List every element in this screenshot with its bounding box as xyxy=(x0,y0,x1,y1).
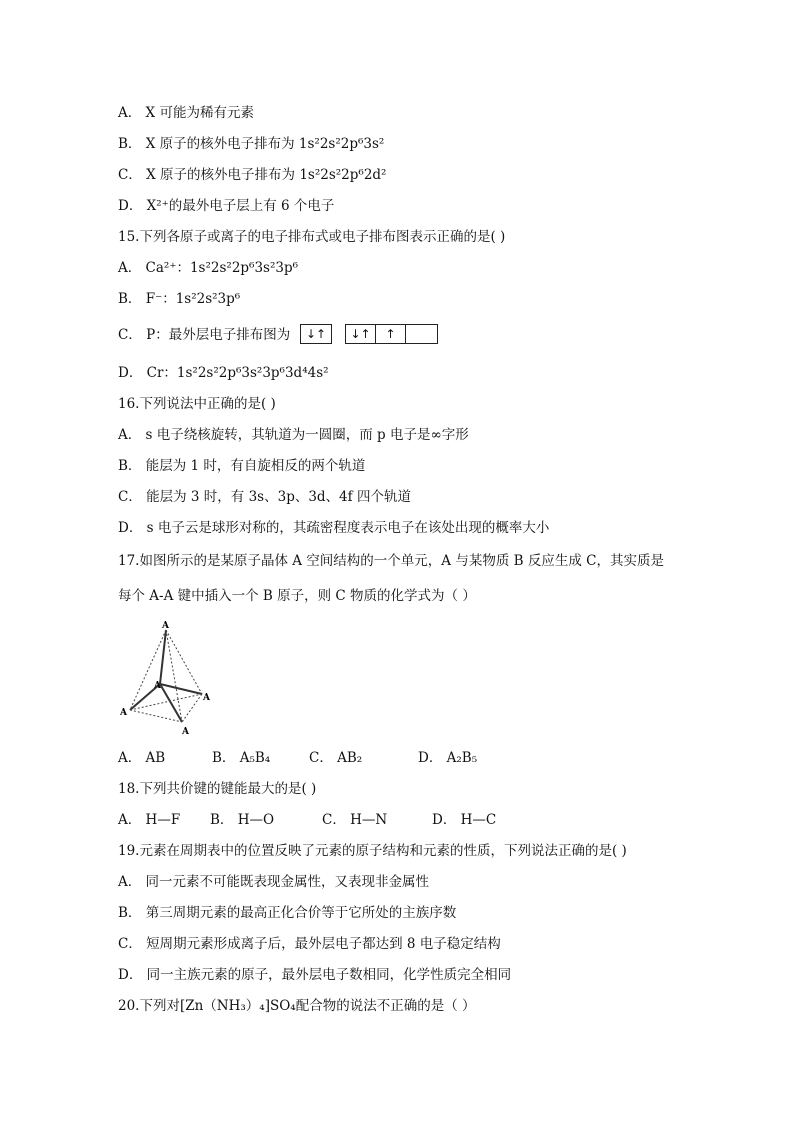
q15-option-c: C． P：最外层电子排布图为 xyxy=(118,327,291,343)
bond-center-top xyxy=(160,630,166,684)
q17-option-c: C． AB₂ xyxy=(309,750,363,766)
orbital-cell-3p-2: ↑ xyxy=(376,325,406,343)
q16-stem: 16.下列说法中正确的是( ) xyxy=(118,396,276,412)
tetrahedron-diagram xyxy=(118,618,218,740)
q19-option-c: C． 短周期元素形成离子后，最外层电子都达到 8 电子稳定结构 xyxy=(118,936,501,952)
orbital-diagram-s xyxy=(300,324,332,344)
orbital-cell-3s: ↓↑ xyxy=(305,327,327,341)
q14-option-b: B． X 原子的核外电子排布为 1s²2s²2p⁶3s² xyxy=(118,136,385,152)
q16-option-c: C． 能层为 3 时，有 3s、3p、3d、4f 四个轨道 xyxy=(118,489,411,505)
q16-option-b: B． 能层为 1 时，有自旋相反的两个轨道 xyxy=(118,458,366,474)
q19-option-d: D． 同一主族元素的原子，最外层电子数相同，化学性质完全相同 xyxy=(118,967,512,983)
q17-option-b: B． A₅B₄ xyxy=(212,750,271,766)
atom-label-bottom: A xyxy=(182,727,189,737)
bond-center-right xyxy=(160,684,202,694)
q18-option-a: A． H—F xyxy=(118,812,181,828)
atom-label-top: A xyxy=(162,621,169,631)
q19-stem: 19.元素在周期表中的位置反映了元素的原子结构和元素的性质，下列说法正确的是( ) xyxy=(118,843,627,859)
q14-option-c: C． X 原子的核外电子排布为 1s²2s²2p⁶2d² xyxy=(118,167,387,183)
bond-center-bottom xyxy=(160,684,182,722)
q15-option-d: D． Cr：1s²2s²2p⁶3s²3p⁶3d⁴4s² xyxy=(118,365,329,381)
q19-option-a: A． 同一元素不可能既表现金属性，又表现非金属性 xyxy=(118,874,430,890)
q15-option-b: B． F⁻：1s²2s²3p⁶ xyxy=(118,291,241,307)
tetrahedron-edges xyxy=(130,630,202,722)
q17-stem-line1: 17.如图所示的是某原子晶体 A 空间结构的一个单元，A 与某物质 B 反应生成 C，其实质是 xyxy=(118,553,664,569)
atom-label-center: A xyxy=(154,681,161,691)
q17-option-d: D． A₂B₅ xyxy=(418,750,478,766)
q16-option-a: A． s 电子绕核旋转，其轨道为一圆圈，而 p 电子是∞字形 xyxy=(118,427,469,443)
q16-option-d: D． s 电子云是球形对称的，其疏密程度表示电子在该处出现的概率大小 xyxy=(118,520,550,536)
q19-option-b: B． 第三周期元素的最高正化合价等于它所处的主族序数 xyxy=(118,905,457,921)
atom-label-left: A xyxy=(120,708,127,718)
q15-stem: 15.下列各原子或离子的电子排布式或电子排布图表示正确的是( ) xyxy=(118,229,506,245)
q20-stem: 20.下列对[Zn（NH₃）₄]SO₄配合物的说法不正确的是（ ） xyxy=(118,998,476,1014)
q18-option-c: C． H—N xyxy=(322,812,388,828)
q17-stem-line2: 每个 A-A 键中插入一个 B 原子，则 C 物质的化学式为（ ） xyxy=(118,588,476,604)
q18-option-b: B． H—O xyxy=(210,812,275,828)
q18-stem: 18.下列共价键的键能最大的是( ) xyxy=(118,781,317,797)
orbital-cell-3p-1: ↓↑ xyxy=(346,325,376,343)
q14-option-d: D． X²⁺的最外电子层上有 6 个电子 xyxy=(118,198,335,214)
q18-option-d: D． H—C xyxy=(432,812,497,828)
q14-option-a: A． X 可能为稀有元素 xyxy=(118,105,254,121)
q17-option-a: A． AB xyxy=(118,750,166,766)
orbital-diagram-p xyxy=(345,324,438,344)
atom-label-right: A xyxy=(203,693,210,703)
orbital-cell-3p-3 xyxy=(406,325,436,343)
q15-option-a: A． Ca²⁺：1s²2s²2p⁶3s²3p⁶ xyxy=(118,260,299,276)
